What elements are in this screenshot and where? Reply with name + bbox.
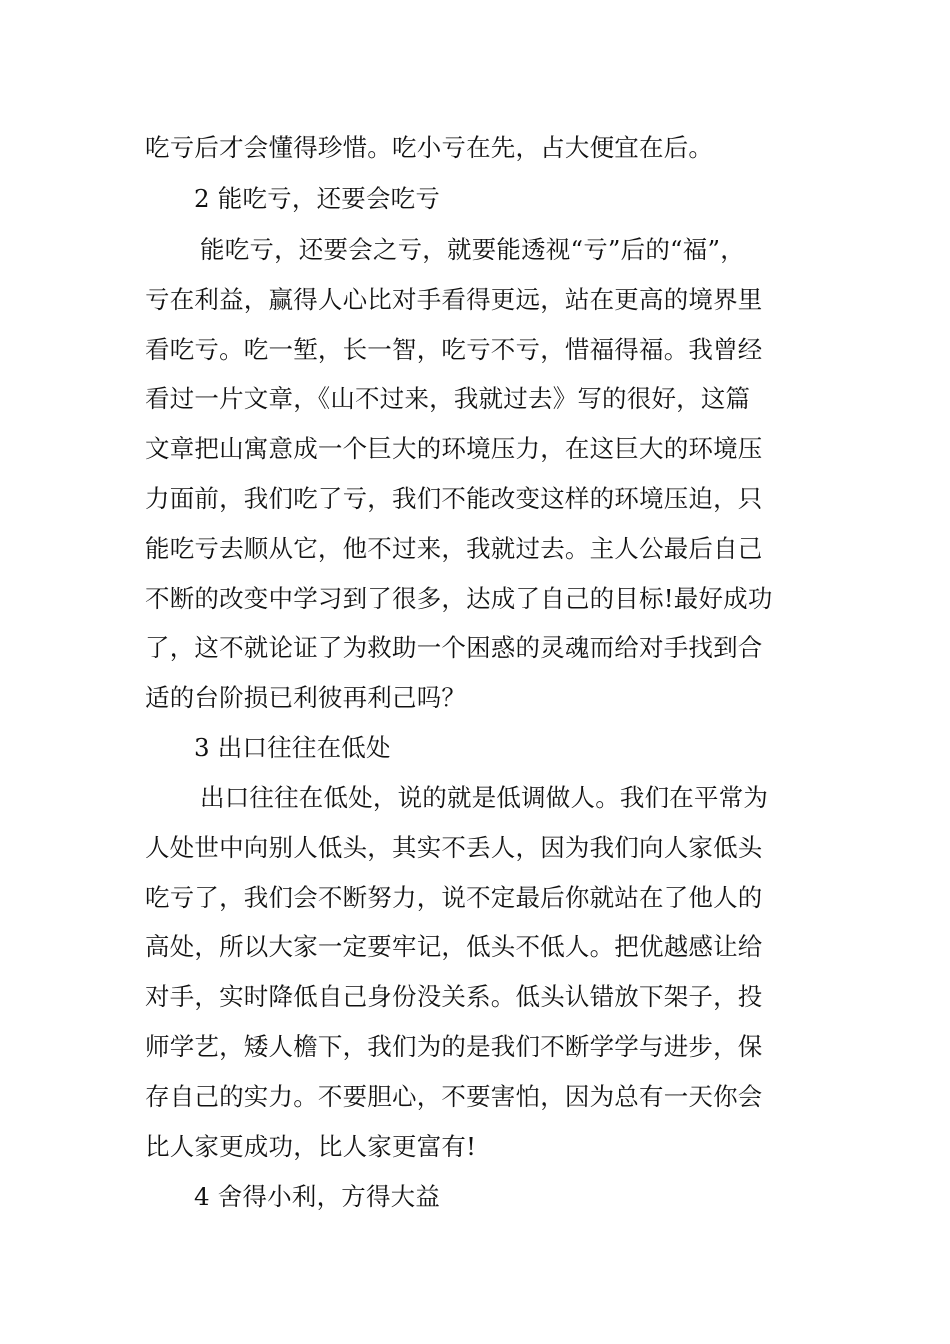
- paragraph-line: 能吃亏去顺从它，他不过来，我就过去。主人公最后自己: [145, 534, 763, 563]
- section-heading: 3 出口往往在低处: [194, 733, 391, 762]
- paragraph-line: 对手，实时降低自己身份没关系。低头认错放下架子，投: [145, 982, 763, 1011]
- paragraph-line: 能吃亏，还要会之亏，就要能透视“亏”后的“福”，: [200, 235, 745, 264]
- paragraph-line: 比人家更成功，比人家更富有!: [145, 1132, 477, 1161]
- paragraph-line: 存自己的实力。不要胆心，不要害怕，因为总有一天你会: [145, 1082, 763, 1111]
- section-heading: 4 舍得小利，方得大益: [194, 1182, 441, 1211]
- paragraph-line: 不断的改变中学习到了很多，达成了自己的目标!最好成功: [145, 584, 773, 613]
- paragraph-line: 了，这不就论证了为救助一个困惑的灵魂而给对手找到合: [145, 633, 763, 662]
- section-heading: 2 能吃亏，还要会吃亏: [194, 184, 441, 213]
- paragraph-line: 亏在利益，赢得人心比对手看得更远，站在更高的境界里: [145, 285, 763, 314]
- paragraph-line: 文章把山寓意成一个巨大的环境压力，在这巨大的环境压: [145, 434, 763, 463]
- paragraph-line: 师学艺，矮人檐下，我们为的是我们不断学学与进步，保: [145, 1032, 763, 1061]
- paragraph-line: 力面前，我们吃了亏，我们不能改变这样的环境压迫，只: [145, 484, 763, 513]
- paragraph-line: 适的台阶损已利彼再利己吗？: [145, 683, 467, 712]
- paragraph-line: 吃亏了，我们会不断努力，说不定最后你就站在了他人的: [145, 883, 763, 912]
- paragraph-line: 吃亏后才会懂得珍惜。吃小亏在先，占大便宜在后。: [145, 133, 714, 162]
- paragraph-line: 出口往往在低处，说的就是低调做人。我们在平常为: [200, 783, 769, 812]
- paragraph-line: 人处世中向别人低头，其实不丢人，因为我们向人家低头: [145, 833, 763, 862]
- paragraph-line: 看过一片文章，《山不过来，我就过去》写的很好，这篇: [145, 384, 751, 413]
- paragraph-line: 看吃亏。吃一堑，长一智，吃亏不亏，惜福得福。我曾经: [145, 335, 763, 364]
- paragraph-line: 高处，所以大家一定要牢记，低头不低人。把优越感让给: [145, 932, 763, 961]
